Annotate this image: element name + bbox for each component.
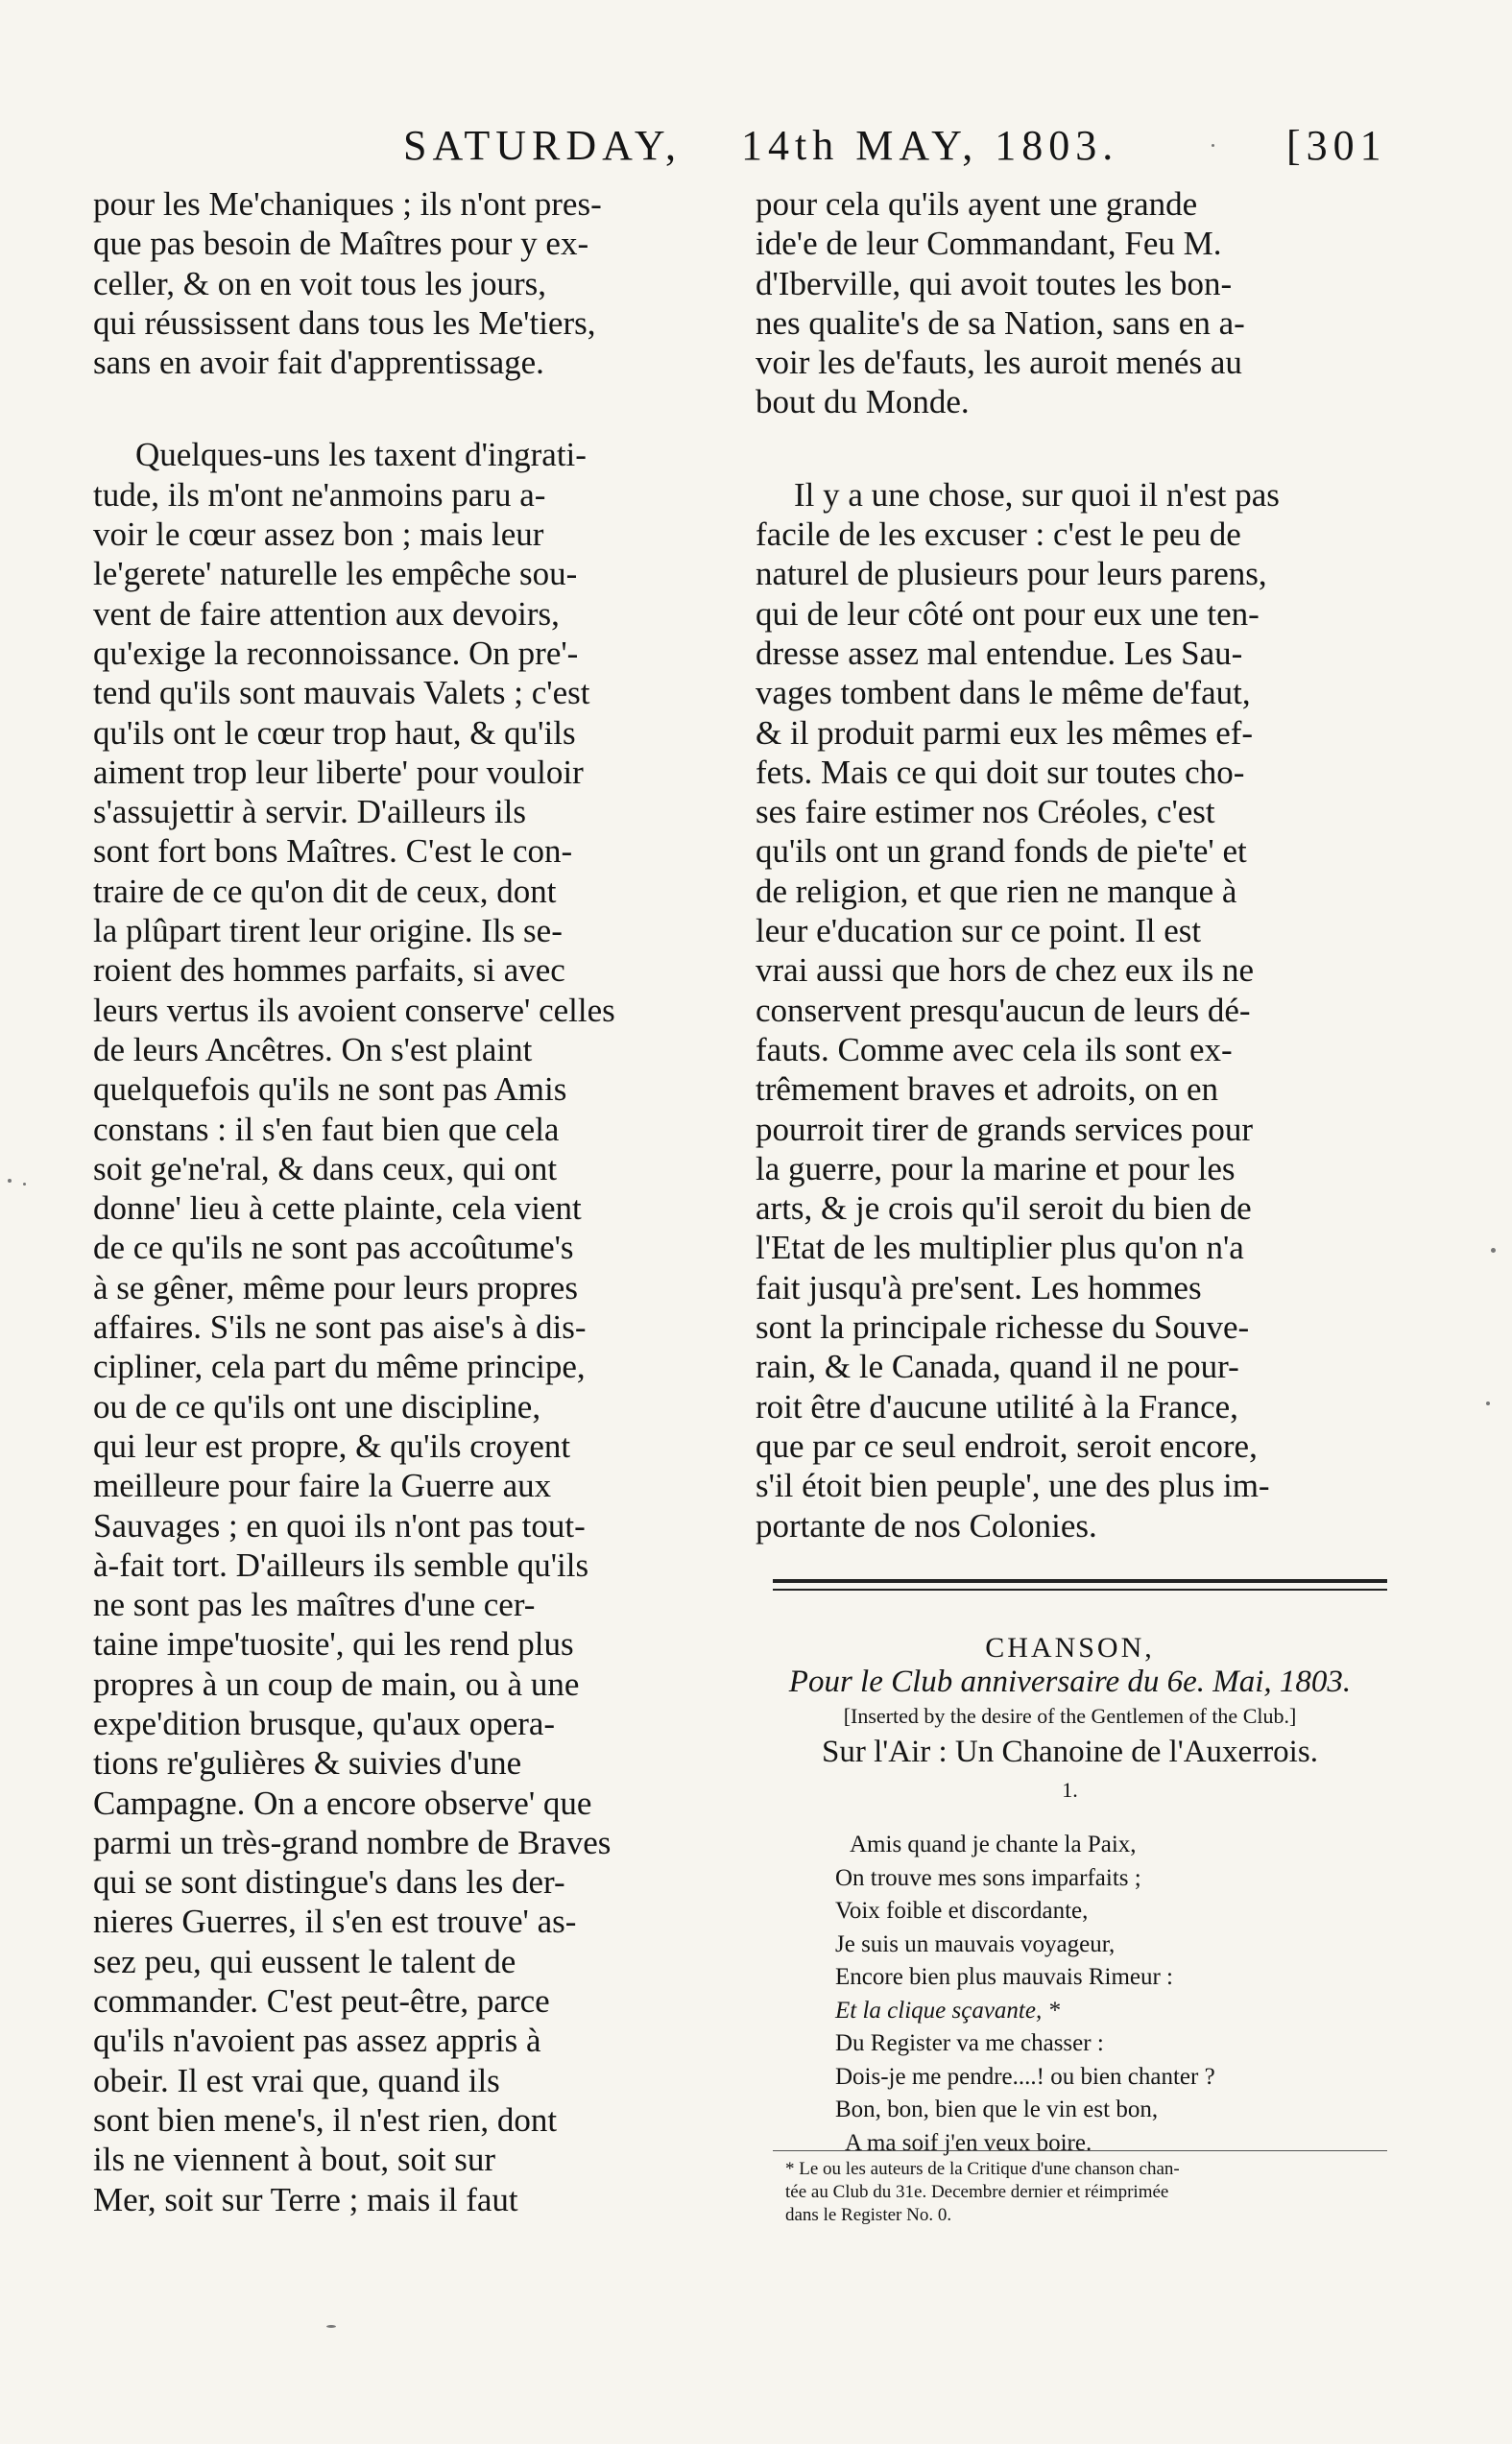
- song-title: CHANSON,: [985, 1632, 1155, 1664]
- text-line: voir le cœur assez bon ; mais leur: [93, 515, 544, 554]
- text-line: trêmement braves et adroits, on en: [756, 1070, 1219, 1109]
- text-line: tend qu'ils sont mauvais Valets ; c'est: [93, 674, 590, 712]
- text-line: qui leur est propre, & qu'ils croyent: [93, 1426, 571, 1465]
- text-line: s'il étoit bien peuple', une des plus im-: [756, 1467, 1270, 1505]
- text-line: obeir. Il est vrai que, quand ils: [93, 2061, 500, 2099]
- right-paragraph-2: [756, 475, 1384, 1545]
- verse-line: Du Register va me chasser :: [835, 2030, 1104, 2056]
- text-line: nes qualite's de sa Nation, sans en a-: [756, 303, 1245, 342]
- text-line: à-fait tort. D'ailleurs ils semble qu'ils: [93, 1545, 589, 1584]
- text-line: Quelques-uns les taxent d'ingrati-: [135, 436, 587, 474]
- footnote-divider: [773, 2150, 1387, 2151]
- text-line: le'gerete' naturelle les empêche sou-: [93, 555, 578, 593]
- text-line: affaires. S'ils ne sont pas aise's à dis-: [93, 1308, 587, 1347]
- text-line: quelquefois qu'ils ne sont pas Amis: [93, 1070, 567, 1109]
- song-subtitle: Pour le Club anniversaire du 6e. Mai, 1803.: [788, 1665, 1352, 1699]
- text-line: fets. Mais ce qui doit sur toutes cho-: [756, 753, 1245, 791]
- text-line: expe'dition brusque, qu'aux opera-: [93, 1704, 556, 1742]
- text-line: conservent presqu'aucun de leurs dé-: [756, 991, 1251, 1029]
- text-line: qu'ils ont un grand fonds de pie'te' et: [756, 832, 1247, 871]
- section-rule-top: [773, 1579, 1387, 1583]
- right-column: [756, 184, 1384, 1545]
- verse-line: Encore bien plus mauvais Rimeur :: [835, 1964, 1174, 1990]
- text-line: portante de nos Colonies.: [756, 1506, 1097, 1545]
- text-line: de religion, et que rien ne manque à: [756, 872, 1237, 910]
- left-column: [93, 184, 727, 2219]
- text-line: de ce qu'ils ne sont pas accoûtume's: [93, 1229, 574, 1267]
- text-line: sans en avoir fait d'apprentissage.: [93, 344, 544, 382]
- text-line: qu'ils ont le cœur trop haut, & qu'ils: [93, 713, 576, 752]
- text-line: qui de leur côté ont pour eux une ten-: [756, 594, 1260, 633]
- text-line: pour cela qu'ils ayent une grande: [756, 185, 1198, 223]
- header-date: 14th MAY, 1803.: [741, 122, 1119, 169]
- text-line: parmi un très-grand nombre de Braves: [93, 1823, 612, 1861]
- text-line: leur e'ducation sur ce point. Il est: [756, 912, 1202, 950]
- text-line: ils ne viennent à bout, soit sur: [93, 2141, 495, 2179]
- song-title-block: [756, 1632, 1384, 1803]
- text-line: roient des hommes parfaits, si avec: [93, 951, 565, 990]
- text-line: naturel de plusieurs pour leurs parens,: [756, 555, 1267, 593]
- song-air: Sur l'Air : Un Chanoine de l'Auxerrois.: [822, 1735, 1318, 1769]
- text-line: la plûpart tirent leur origine. Ils se-: [93, 912, 563, 950]
- page-header: [403, 121, 1387, 179]
- text-line: ou de ce qu'ils ont une discipline,: [93, 1387, 541, 1426]
- text-line: nieres Guerres, il s'en est trouve' as-: [93, 1903, 577, 1941]
- verse-line: Dois-je me pendre....! ou bien chanter ?: [835, 2063, 1215, 2090]
- text-line: leurs vertus ils avoient conserve' celles: [93, 991, 615, 1029]
- text-line: dresse assez mal entendue. Les Sau-: [756, 634, 1243, 672]
- text-line: d'Iberville, qui avoit toutes les bon-: [756, 264, 1233, 302]
- scan-speck: [8, 1179, 12, 1183]
- text-line: arts, & je crois qu'il seroit du bien de: [756, 1189, 1252, 1228]
- section-rule-bottom: [773, 1589, 1387, 1591]
- text-line: donne' lieu à cette plainte, cela vient: [93, 1189, 582, 1228]
- text-line: meilleure pour faire la Guerre aux: [93, 1467, 552, 1505]
- verse-line: Voix foible et discordante,: [835, 1898, 1089, 1924]
- text-line: constans : il s'en faut bien que cela: [93, 1110, 560, 1148]
- text-line: vrai aussi que hors de chez eux ils ne: [756, 951, 1255, 990]
- verse-line: Amis quand je chante la Paix,: [850, 1832, 1137, 1857]
- text-line: sont fort bons Maîtres. C'est le con-: [93, 832, 573, 871]
- text-line: vent de faire attention aux devoirs,: [93, 594, 560, 633]
- text-line: cipliner, cela part du même principe,: [93, 1348, 586, 1386]
- text-line: celler, & on en voit tous les jours,: [93, 264, 546, 302]
- text-line: vages tombent dans le même de'faut,: [756, 674, 1251, 712]
- text-line: bout du Monde.: [756, 383, 970, 421]
- text-line: Mer, soit sur Terre ; mais il faut: [93, 2180, 518, 2218]
- text-line: pourroit tirer de grands services pour: [756, 1110, 1254, 1148]
- text-line: facile de les excuser : c'est le peu de: [756, 515, 1241, 554]
- text-line: voir les de'fauts, les auroit menés au: [756, 344, 1242, 382]
- verse-line: Je suis un mauvais voyageur,: [835, 1930, 1116, 1957]
- left-paragraph-1: [93, 184, 727, 382]
- text-line: fauts. Comme avec cela ils sont ex-: [756, 1030, 1233, 1068]
- text-line: de leurs Ancêtres. On s'est plaint: [93, 1030, 533, 1068]
- footnote: [785, 2158, 1390, 2227]
- text-line: aiment trop leur liberte' pour vouloir: [93, 753, 584, 791]
- text-line: que pas besoin de Maîtres pour y ex-: [93, 225, 589, 263]
- text-line: pour les Me'chaniques ; ils n'ont pres-: [93, 185, 602, 223]
- text-line: rain, & le Canada, quand il ne pour-: [756, 1348, 1239, 1386]
- text-line: s'assujettir à servir. D'ailleurs ils: [93, 793, 527, 831]
- right-paragraph-1: [756, 184, 1384, 422]
- song-verse: [816, 1829, 1215, 2160]
- scan-speck: [1212, 144, 1214, 147]
- text-line: tude, ils m'ont ne'anmoins paru a-: [93, 475, 546, 514]
- footnote-line: dans le Register No. 0.: [785, 2205, 952, 2225]
- text-line: ide'e de leur Commandant, Feu M.: [756, 225, 1222, 263]
- verse-line: A ma soif j'en veux boire.: [845, 2129, 1092, 2156]
- text-line: fait jusqu'à pre'sent. Les hommes: [756, 1268, 1202, 1306]
- text-line: propres à un coup de main, ou à une: [93, 1665, 580, 1703]
- text-line: ses faire estimer nos Créoles, c'est: [756, 793, 1215, 831]
- footnote-line: * Le ou les auteurs de la Critique d'une chanson chan-: [785, 2159, 1180, 2179]
- text-line: roit être d'aucune utilité à la France,: [756, 1387, 1238, 1426]
- text-line: ne sont pas les maîtres d'une cer-: [93, 1586, 536, 1624]
- text-line: tions re'gulières & suivies d'une: [93, 1744, 522, 1783]
- text-line: traire de ce qu'on dit de ceux, dont: [93, 872, 557, 910]
- text-line: sont la principale richesse du Souve-: [756, 1308, 1250, 1347]
- text-line: sez peu, qui eussent le talent de: [93, 1942, 516, 1980]
- header-day: SATURDAY,: [403, 122, 682, 169]
- text-line: la guerre, pour la marine et pour les: [756, 1149, 1236, 1187]
- scan-speck: [23, 1183, 26, 1186]
- verse-line: On trouve mes sons imparfaits ;: [835, 1864, 1141, 1891]
- text-line: Sauvages ; en quoi ils n'ont pas tout-: [93, 1506, 586, 1545]
- text-line: à se gêner, même pour leurs propres: [93, 1268, 578, 1306]
- scan-speck: [1486, 1402, 1490, 1405]
- page-number: [301: [1286, 122, 1387, 169]
- verse-number: 1.: [1062, 1778, 1078, 1802]
- text-line: Campagne. On a encore observe' que: [93, 1784, 592, 1822]
- text-line: qu'ils n'avoient pas assez appris à: [93, 2022, 541, 2060]
- left-paragraph-2: [93, 435, 727, 2218]
- text-line: Il y a une chose, sur quoi il n'est pas: [794, 475, 1280, 514]
- text-line: que par ce seul endroit, seroit encore,: [756, 1426, 1258, 1465]
- text-line: commander. C'est peut-être, parce: [93, 1982, 550, 2021]
- text-line: qu'exige la reconnoissance. On pre'-: [93, 634, 579, 672]
- scan-speck: [326, 2325, 336, 2328]
- verse-line: Et la clique sçavante, *: [835, 1997, 1060, 2024]
- text-line: qui se sont distingue's dans les der-: [93, 1863, 565, 1902]
- text-line: sont bien mene's, il n'est rien, dont: [93, 2100, 558, 2139]
- scan-speck: [1491, 1248, 1496, 1253]
- text-line: l'Etat de les multiplier plus qu'on n'a: [756, 1229, 1244, 1267]
- text-line: qui réussissent dans tous les Me'tiers,: [93, 303, 596, 342]
- text-line: taine impe'tuosite', qui les rend plus: [93, 1625, 574, 1664]
- text-line: & il produit parmi eux les mêmes ef-: [756, 713, 1254, 752]
- text-line: soit ge'ne'ral, & dans ceux, qui ont: [93, 1149, 558, 1187]
- song-inserted-note: [Inserted by the desire of the Gentlemen of the Club.]: [843, 1704, 1297, 1728]
- verse-line: Bon, bon, bien que le vin est bon,: [835, 2097, 1159, 2122]
- footnote-line: tée au Club du 31e. Decembre dernier et réimprimée: [785, 2182, 1169, 2202]
